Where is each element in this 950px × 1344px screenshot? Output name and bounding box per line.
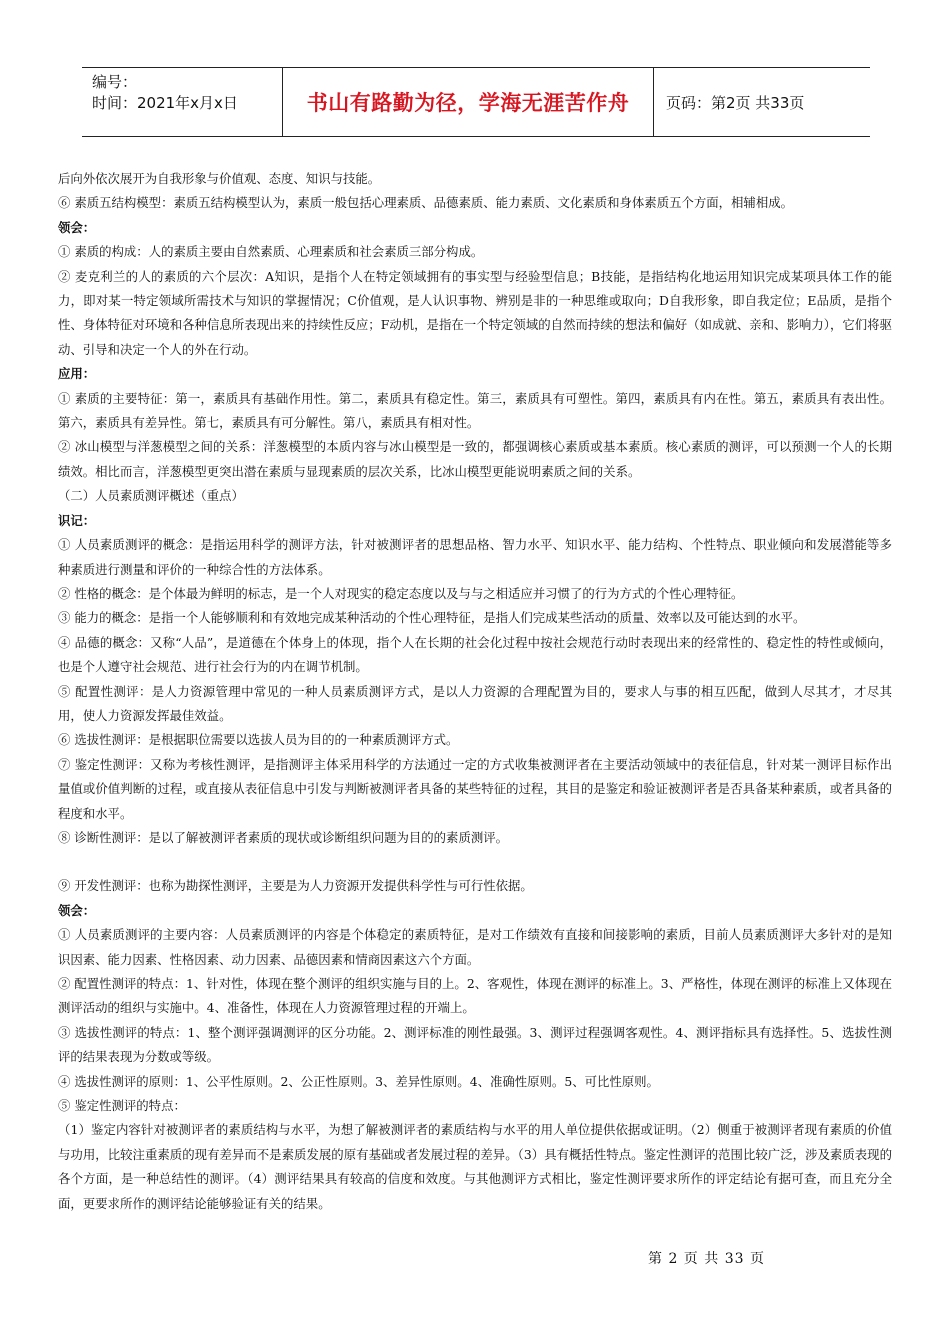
- header-meta-cell: [82, 68, 283, 136]
- body-paragraph: ④ 选拔性测评的原则：1、公平性原则。2、公正性原则。3、差异性原则。4、准确性原则。5、可比性原则。: [58, 1073, 659, 1089]
- body-paragraph: ⑨ 开发性测评：也称为勘探性测评，主要是为人力资源开发提供科学性与可行性依据。: [58, 878, 533, 894]
- body-paragraph: ③ 能力的概念：是指一个人能够顺利和有效地完成某种活动的个性心理特征，是指人们完成某些活动的质量、效率以及可能达到的水平。: [58, 610, 806, 626]
- body-paragraph: ③ 选拔性测评的特点：1、整个测评强调测评的区分功能。2、测评标准的刚性最强。3、测评过程强调客观性。4、测评指标具有选择性。5、选拔性测评的结果表现为分数或等级。: [58, 1024, 892, 1065]
- page-header: [82, 67, 870, 137]
- document-date-label: 时间：2021年x月x日: [92, 94, 238, 112]
- body-paragraph: 后向外依次展开为自我形象与价值观、态度、知识与技能。: [58, 171, 381, 186]
- body-paragraph: ② 冰山模型与洋葱模型之间的关系：洋葱模型的本质内容与冰山模型是一致的，都强调核心素质或基本素质。核心素质的测评，可以预测一个人的长期绩效。相比而言，洋葱模型更突出潜在素质与显现素质的层次关系，比冰山模型更能说明素质之间的关系。: [58, 439, 892, 479]
- body-paragraph: （1）鉴定内容针对被测评者的素质结构与水平，为想了解被测评者的素质结构与水平的用人单位提供依据或证明。（2）侧重于被测评者现有素质的价值与功用，比较注重素质的现有差异而不是素质发展的原有基础或者发展过程的差异。（3）具有概括性特点。鉴定性测评的范围比较广泛，涉及素质表现的各个方面，是一种总结性的测评。（4）测评结果具有较高的信度和效度。与其他测评方式相比，鉴定性测评要求所作的评定结论有据可查，而且充分全面，更要求所作的测评结论能够验证有关的结果。: [58, 1122, 892, 1211]
- section-heading: 应用：: [58, 366, 96, 382]
- footer-page-number: 第 2 页 共 33 页: [648, 1251, 765, 1267]
- body-paragraph: （二）人员素质测评概述（重点）: [58, 488, 244, 504]
- body-paragraph: ⑥ 素质五结构模型：素质五结构模型认为，素质一般包括心理素质、品德素质、能力素质、文化素质和身体素质五个方面，相辅相成。: [58, 195, 793, 211]
- body-paragraph: ① 人员素质测评的概念：是指运用科学的测评方法，针对被测评者的思想品格、智力水平、知识水平、能力结构、个性特点、职业倾向和发展潜能等多种素质进行测量和评价的一种综合性的方法体系。: [58, 537, 892, 577]
- body-paragraph: ② 配置性测评的特点：1、针对性，体现在整个测评的组织实施与目的上。2、客观性，体现在测评的标准上。3、严格性，体现在测评的标准上又体现在测评活动的组织与实施中。4、准备性，体现在人力资源管理过程的开端上。: [58, 976, 892, 1016]
- body-paragraph: ② 麦克利兰的人的素质的六个层次：A知识，是指个人在特定领域拥有的事实型与经验型信息；B技能，是指结构化地运用知识完成某项具体工作的能力，即对某一特定领域所需技术与知识的掌握情况；C价值观，是人认识事物、辨别是非的一种思维或取向；D自我形象，即自我定位；E品质，是指个性、身体特征对环境和各种信息所表现出来的持续性反应；F动机，是指在一个特定领域的自然而持续的想法和偏好（如成就、亲和、影响力），它们将驱动、引导和决定一个人的外在行动。: [58, 268, 892, 357]
- body-paragraph: ① 素质的主要特征：第一，素质具有基础作用性。第二，素质具有稳定性。第三，素质具有可塑性。第四，素质具有内在性。第五，素质具有表出性。第六，素质具有差异性。第七，素质具有可分解性。第八，素质具有相对性。: [58, 390, 892, 431]
- section-heading: 领会：: [58, 902, 96, 918]
- document-number-label: 编号：: [92, 73, 138, 91]
- body-paragraph: ④ 品德的概念：又称“人品”，是道德在个体身上的体现，指个人在长期的社会化过程中按社会规范行动时表现出来的经常性的、稳定性的特性或倾向，也是个人遵守社会规范、进行社会行为的内在调节机制。: [58, 634, 892, 675]
- body-paragraph: ① 素质的构成：人的素质主要由自然素质、心理素质和社会素质三部分构成。: [58, 244, 484, 260]
- header-page-number: 页码：第2页 共33页: [666, 93, 805, 112]
- section-heading: 领会：: [58, 219, 96, 235]
- body-paragraph: ⑤ 配置性测评：是人力资源管理中常见的一种人员素质测评方式，是以人力资源的合理配置为目的，要求人与事的相互匹配，做到人尽其才，才尽其用，使人力资源发挥最佳效益。: [58, 683, 892, 723]
- header-motto: 书山有路勤为径，学海无涯苦作舟: [283, 68, 654, 136]
- document-body: [58, 167, 892, 1216]
- section-heading: 识记：: [58, 512, 96, 528]
- body-paragraph: ⑦ 鉴定性测评：又称为考核性测评，是指测评主体采用科学的方法通过一定的方式收集被测评者在主要活动领域中的表征信息，针对某一测评目标作出量值或价值判断的过程，或直接从表征信息中引发与判断被测评者具备的某些特征的过程，其目的是鉴定和验证被测评者是否具备某种素质，或者具备的程度和水平。: [58, 756, 892, 821]
- body-paragraph: ① 人员素质测评的主要内容：人员素质测评的内容是个体稳定的素质特征，是对工作绩效有直接和间接影响的素质，目前人员素质测评大多针对的是知识因素、能力因素、性格因素、动力因素、品德因素和情商因素这六个方面。: [58, 927, 892, 967]
- body-paragraph: ② 性格的概念：是个体最为鲜明的标志，是一个人对现实的稳定态度以及与与之相适应并习惯了的行为方式的个性心理特征。: [58, 585, 744, 601]
- body-paragraph: ⑥ 选拔性测评：是根据职位需要以选拔人员为目的的一种素质测评方式。: [58, 732, 459, 748]
- body-paragraph: ⑧ 诊断性测评：是以了解被测评者素质的现状或诊断组织问题为目的的素质测评。: [58, 829, 509, 845]
- body-paragraph: ⑤ 鉴定性测评的特点：: [58, 1098, 186, 1114]
